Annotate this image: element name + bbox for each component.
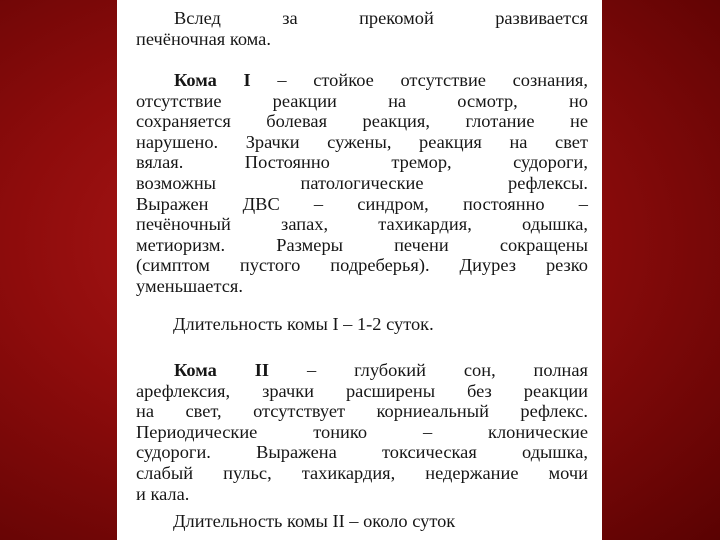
- intro-paragraph: [136, 8, 588, 49]
- coma-2-first-line: [136, 360, 588, 381]
- text-line: печёночная кома.: [136, 28, 271, 49]
- coma-1-duration: Длительность комы I – 1-2 суток.: [173, 314, 434, 334]
- text-line: арефлексия, зрачки расширены без реакции: [136, 380, 588, 401]
- coma-2-duration: Длительность комы II – около суток: [173, 511, 456, 531]
- text-line: Вслед за прекомой развивается: [174, 8, 588, 28]
- text-line: вялая. Постоянно тремор, судороги,: [136, 152, 588, 173]
- document-page: [117, 0, 602, 540]
- coma-1-paragraph: [136, 70, 588, 297]
- coma-2-paragraph: [136, 360, 588, 504]
- coma-2-first-line-text: – глубокий сон, полная: [269, 360, 588, 380]
- text-line: метиоризм. Размеры печени сокращены: [136, 234, 588, 255]
- coma-1-first-line: [136, 70, 588, 91]
- text-line: и кала.: [136, 483, 190, 504]
- coma-2-heading: Кома II: [174, 360, 270, 380]
- coma-1-heading: Кома I: [174, 70, 251, 90]
- coma-1-first-line-text: – стойкое отсутствие сознания,: [250, 70, 588, 90]
- text-line: нарушено. Зрачки сужены, реакция на свет: [136, 131, 588, 152]
- text-line: слабый пульс, тахикардия, недержание мочи: [136, 462, 588, 483]
- text-line: судороги. Выражена токсическая одышка,: [136, 442, 588, 463]
- text-line: печёночный запах, тахикардия, одышка,: [136, 214, 588, 235]
- text-line: отсутствие реакции на осмотр, но: [136, 90, 588, 111]
- text-line: Выражен ДВС – синдром, постоянно –: [136, 193, 588, 214]
- text-line: Периодические тонико – клонические: [136, 421, 588, 442]
- text-line: (симптом пустого подреберья). Диурез резко: [136, 255, 588, 276]
- text-line: возможны патологические рефлексы.: [136, 172, 588, 193]
- text-line: сохраняется болевая реакция, глотание не: [136, 111, 588, 132]
- text-line: уменьшается.: [136, 275, 243, 296]
- text-line: на свет, отсутствует корниеальный рефлекс.: [136, 401, 588, 422]
